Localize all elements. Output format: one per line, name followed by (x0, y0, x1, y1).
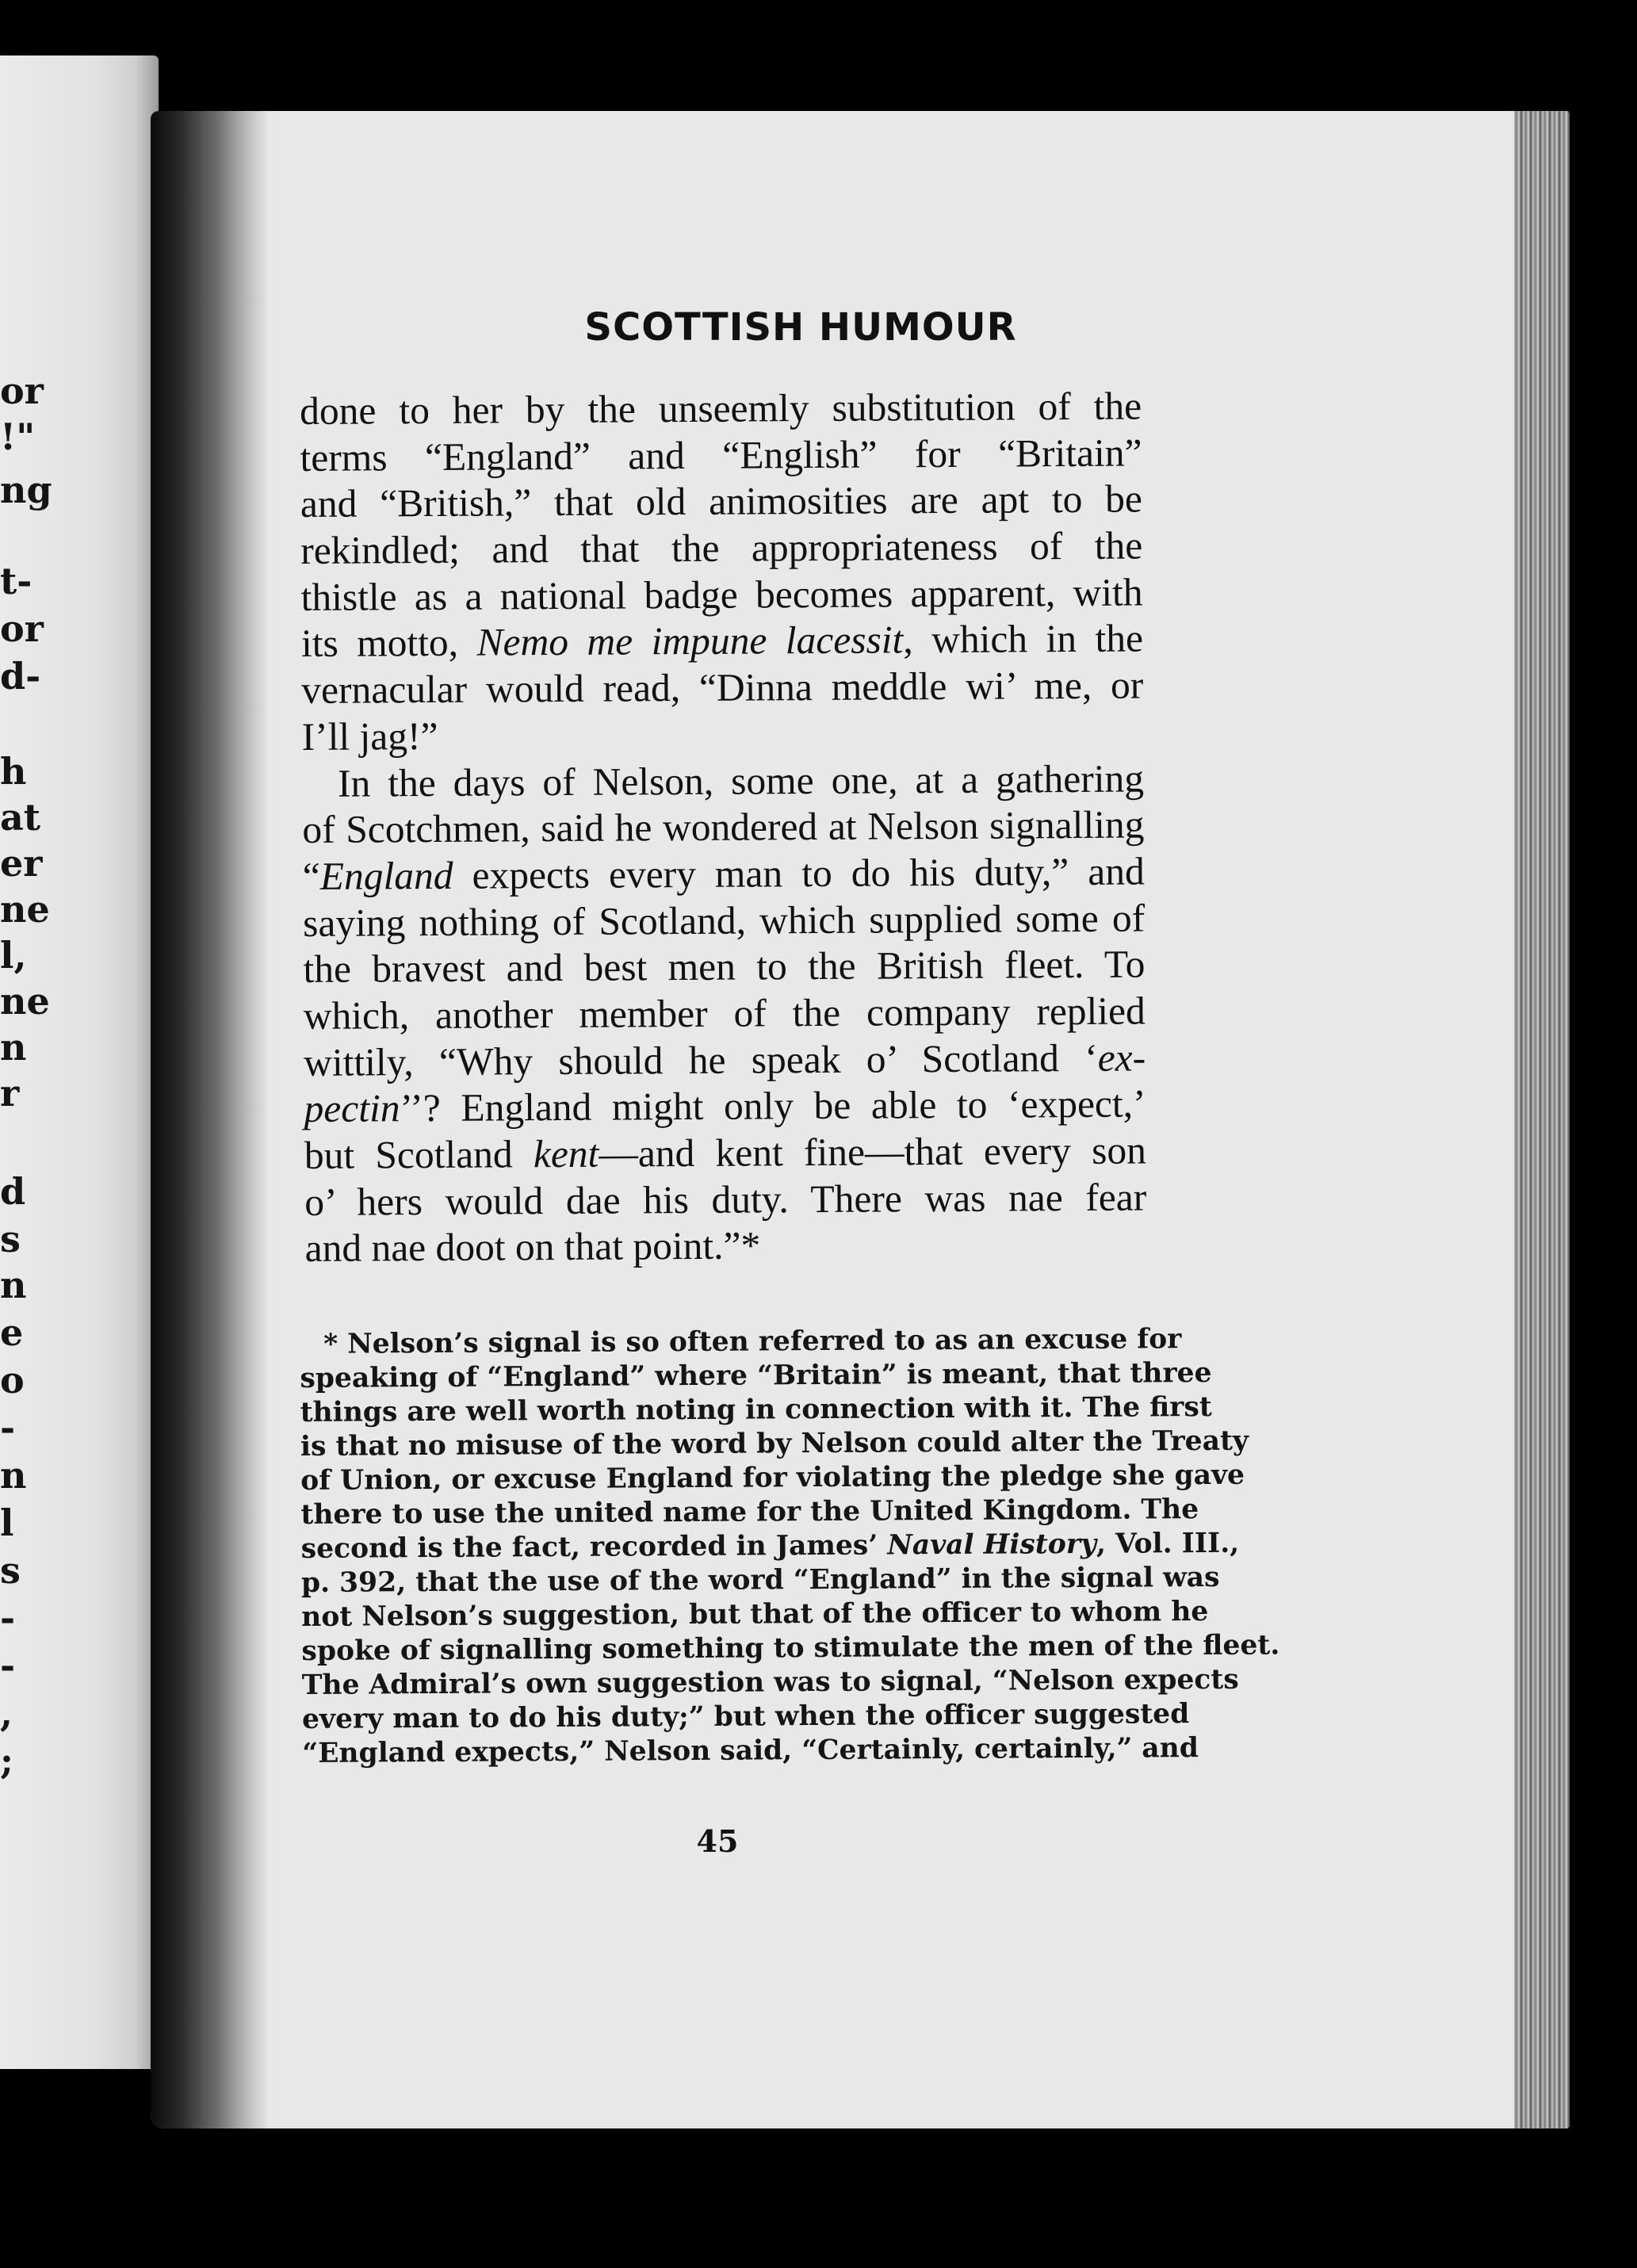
body-line: and nae doot on that point.”* (304, 1223, 761, 1271)
body-line-text: “ (302, 854, 320, 898)
italic-expectin-part2: pectin (304, 1086, 400, 1131)
page-number: 45 (696, 1823, 739, 1859)
left-page-fragment: o (0, 1359, 25, 1402)
italic-naval-history: Naval History (887, 1528, 1097, 1562)
left-page-fragment: s (0, 1218, 21, 1260)
footnote-line: p. 392, that the use of the word “England” in the signal was (300, 1561, 1220, 1599)
footnote-line: there to use the united name for the United Kingdom. The (300, 1494, 1199, 1531)
body-line: I’ll jag!” (301, 713, 438, 759)
body-line-text: , which in the (903, 616, 1144, 662)
body-line: o’ hers would dae his duty. There was nae fear (304, 1175, 1147, 1224)
left-page-fragment: at (0, 796, 41, 839)
body-line: rekindled; and that the appropriateness of the (300, 523, 1143, 573)
italic-england: England (319, 853, 453, 898)
book-page (151, 111, 1570, 2128)
body-line-text: but Scotland (304, 1132, 534, 1177)
body-line: In the days of Nelson, some one, at a gathering (337, 756, 1145, 805)
italic-kent: kent (533, 1131, 599, 1176)
body-line: of Scotchmen, said he wondered at Nelson signalling (302, 802, 1145, 852)
body-line: thistle as a national badge becomes apparent, with (300, 570, 1143, 619)
footnote-line: not Nelson’s suggestion, but that of the officer to whom he (301, 1596, 1209, 1633)
footnote-line: “England expects,” Nelson said, “Certainly, certainly,” and (302, 1732, 1199, 1769)
footnote-line: * Nelson’s signal is so often referred to as an excuse for (323, 1323, 1182, 1360)
body-line-text: —and kent fine—that every son (599, 1128, 1147, 1176)
footnote-line: spoke of signalling something to stimulate the men of the fleet. (301, 1629, 1280, 1667)
left-page-fragment: , (0, 1692, 13, 1734)
left-page-fragment: n (0, 1026, 27, 1069)
page-gutter-shadow (151, 111, 270, 2128)
body-line (303, 848, 1145, 900)
body-text (300, 384, 1147, 1273)
body-line: which, another member of the company replied (303, 989, 1146, 1038)
italic-expectin-part1: ex- (1097, 1035, 1146, 1080)
left-page-fragment: ng (0, 469, 52, 511)
body-line-text: ’’? England might only be able to ‘expect,’ (400, 1081, 1146, 1130)
footnote-line: every man to do his duty;” but when the officer suggested (301, 1698, 1190, 1735)
body-line-text: its motto, (300, 621, 477, 666)
left-page-fragment: r (0, 1072, 20, 1115)
footnote-line: things are well worth noting in connection with it. The first (300, 1390, 1212, 1428)
footnote-line-text: second is the fact, recorded in James’ (300, 1529, 888, 1565)
left-page-fragment: er (0, 842, 43, 885)
left-page-fragment: l (0, 1501, 14, 1544)
left-page-fragment: - (0, 1597, 16, 1639)
body-line: and “British,” that old animosities are apt to be (300, 476, 1143, 526)
left-page-fragment: e (0, 1311, 24, 1354)
body-line: done to her by the unseemly substitution of the (300, 384, 1142, 433)
footnote-line: of Union, or excuse England for violating the pledge she gave (300, 1459, 1245, 1497)
previous-page-edge (0, 55, 159, 2069)
footnote-line: is that no misuse of the word by Nelson could alter the Treaty (300, 1425, 1249, 1463)
page-stack-edge (1514, 111, 1570, 2128)
body-line: saying nothing of Scotland, which supplied some of (302, 896, 1146, 945)
body-line (304, 1035, 1146, 1086)
latin-motto: Nemo me impune lacessit (476, 618, 904, 665)
left-page-fragment: ne (0, 888, 50, 931)
left-page-fragment: - (0, 1644, 16, 1687)
left-page-fragment: l, (0, 934, 27, 977)
left-page-fragment: - (0, 1406, 16, 1449)
left-page-fragment: d- (0, 655, 41, 698)
body-line (301, 616, 1143, 667)
footnote-line: speaking of “England” where “Britain” is meant, that three (300, 1356, 1212, 1394)
body-line (304, 1127, 1146, 1179)
left-page-fragment: n (0, 1454, 27, 1497)
footnote-line-text: , Vol. III., (1096, 1527, 1240, 1560)
left-page-fragment: or (0, 607, 44, 650)
running-head: SCOTTISH HUMOUR (584, 305, 1017, 350)
footnote (300, 1323, 1280, 1771)
body-line-text: expects every man to do his duty,” and (453, 849, 1145, 897)
body-line (304, 1081, 1146, 1133)
body-line: vernacular would read, “Dinna meddle wi’ me, or (301, 663, 1144, 713)
left-page-fragment: s (0, 1549, 21, 1592)
left-page-fragment: ; (0, 1739, 13, 1782)
left-page-fragment: ne (0, 980, 50, 1023)
footnote-line (300, 1527, 1240, 1566)
body-line-text: wittily, “Why should he speak o’ Scotland ‘ (304, 1035, 1098, 1084)
left-page-fragment: h (0, 750, 27, 793)
footnote-line: The Admiral’s own suggestion was to signal, “Nelson expects (301, 1663, 1239, 1701)
left-page-fragment: d (0, 1170, 26, 1213)
body-line: the bravest and best men to the British fleet. To (303, 942, 1146, 992)
body-line: terms “England” and “English” for “Britain” (300, 430, 1142, 480)
left-page-fragment: n (0, 1264, 27, 1306)
left-page-fragment: or (0, 369, 44, 412)
left-page-fragment: !" (0, 415, 36, 458)
left-page-fragment: t- (0, 560, 33, 602)
